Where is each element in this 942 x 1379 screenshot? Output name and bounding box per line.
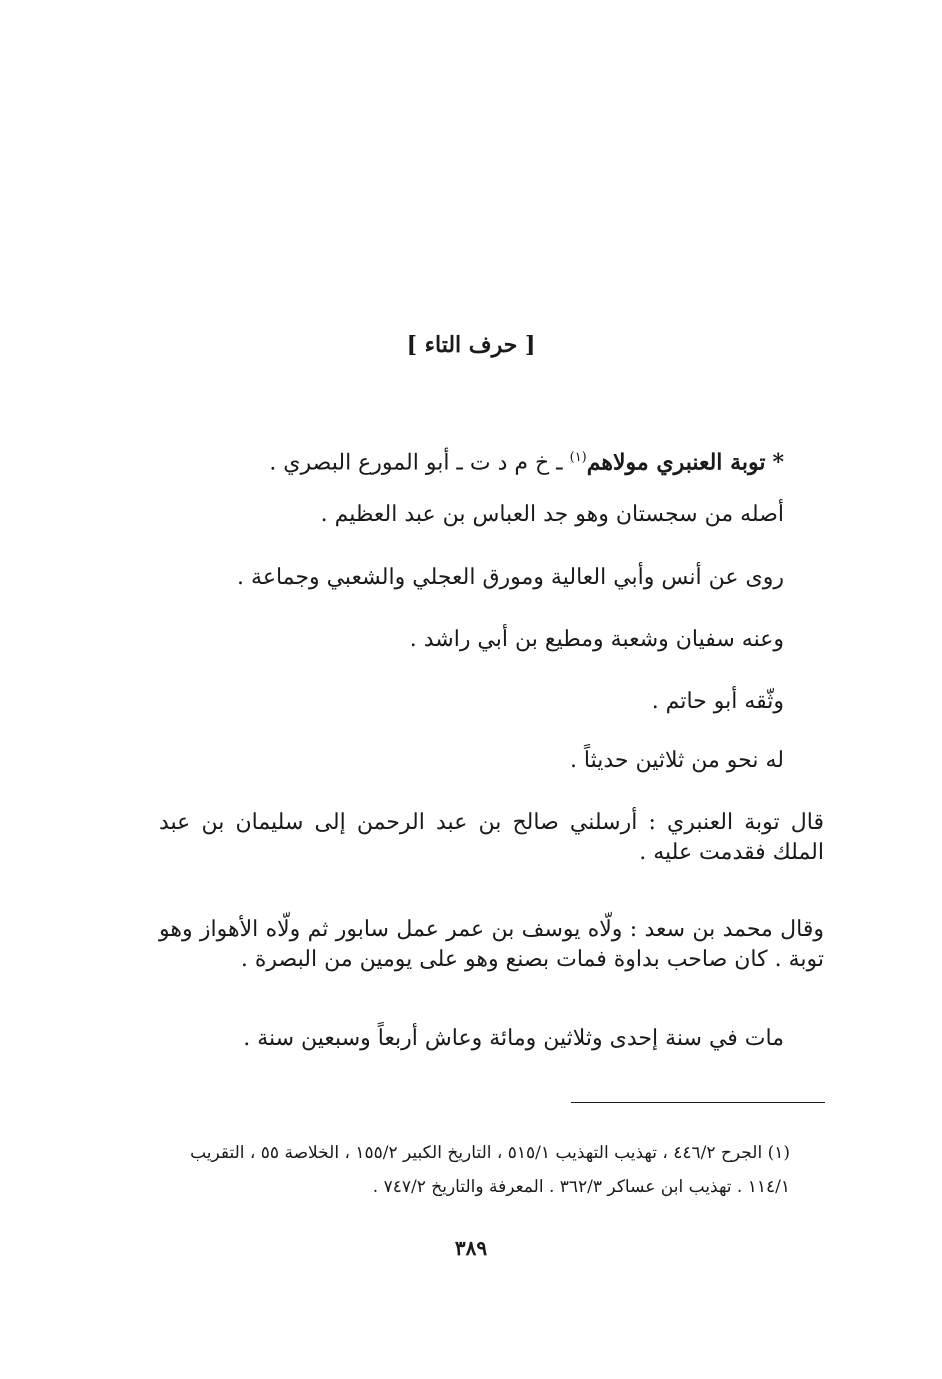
entry-rest: ـ خ م د ت ـ أبو المورع البصري . <box>269 450 570 476</box>
hadith-count-line: له نحو من ثلاثين حديثاً . <box>569 748 784 773</box>
entry-header <box>269 443 784 478</box>
entry-name: توبة العنبري مولاهم <box>586 449 766 476</box>
quote-paragraph: قال توبة العنبري : أرسلني صالح بن عبد الرحمن إلى سليمان بن عبد الملك فقدمت عليه . <box>159 810 824 865</box>
entry-bullet: * <box>772 449 784 476</box>
origin-line: أصله من سجستان وهو جد العباس بن عبد العظيم . <box>320 502 784 527</box>
reliability-line: وثّقه أبو حاتم . <box>651 689 784 714</box>
ibn-saad-paragraph: وقال محمد بن سعد : ولّاه يوسف بن عمر عمل سابور ثم ولّاه الأهواز وهو توبة . كان صاحب بداوة فمات بصنع وهو على يومين من البصرة . <box>159 917 824 972</box>
page-number: ٣٨٩ <box>454 1236 488 1260</box>
section-heading: [ حرف التاء ] <box>406 332 536 358</box>
footnote-line-1: (١) الجرح ٤٤٦/٢ ، تهذيب التهذيب ٥١٥/١ ، التاريخ الكبير ١٥٥/٢ ، الخلاصة ٥٥ ، التقريب <box>190 1143 790 1163</box>
footnote-reference: (١) <box>569 450 587 465</box>
narrated-from-line: روى عن أنس وأبي العالية ومورق العجلي والشعبي وجماعة . <box>237 565 784 590</box>
narrated-by-line: وعنه سفيان وشعبة ومطيع بن أبي راشد . <box>409 627 784 652</box>
footnote-line-2: ١١٤/١ . تهذيب ابن عساكر ٣٦٢/٣ . المعرفة والتاريخ ٧٤٧/٢ . <box>372 1177 790 1197</box>
footnote-divider <box>571 1102 825 1103</box>
death-line: مات في سنة إحدى وثلاثين ومائة وعاش أربعاً وسبعين سنة . <box>243 1026 784 1051</box>
